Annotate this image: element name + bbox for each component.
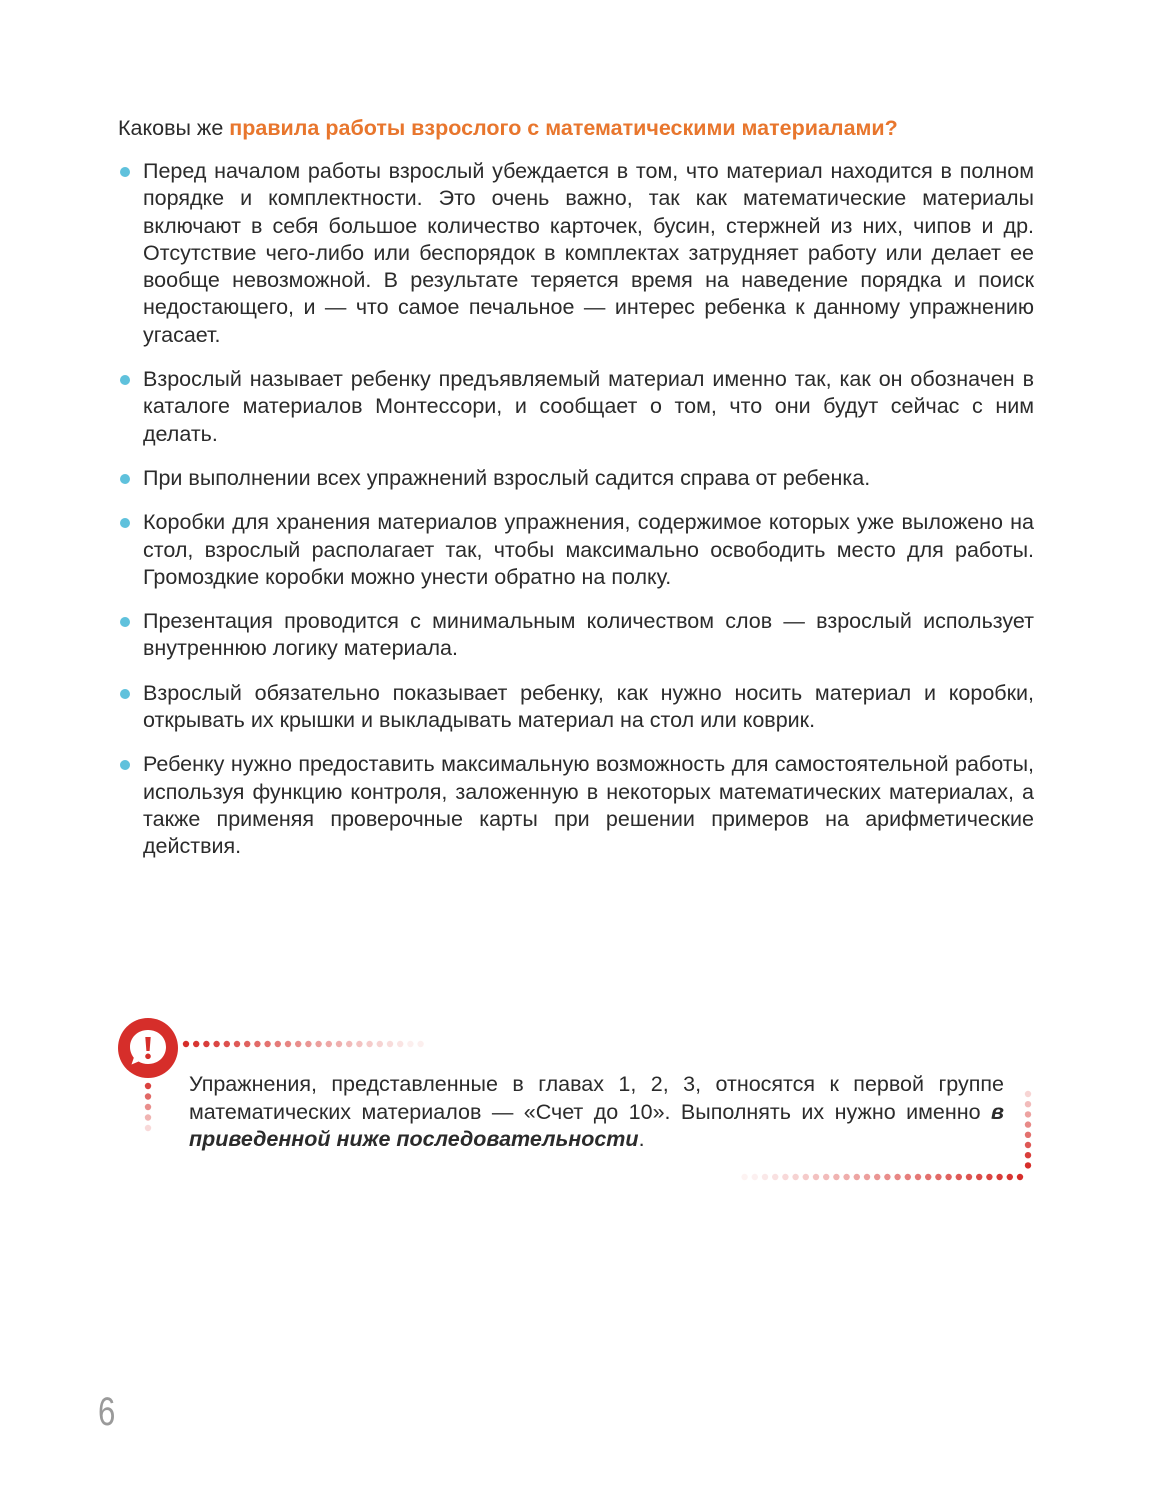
dot (772, 1174, 778, 1180)
dot (145, 1083, 151, 1089)
dot (366, 1041, 372, 1047)
rule-text: Ребенку нужно предоставить максимальную возможность для самостоятельной работы, используя функцию контроля, заложенную в некоторых математических материалах, а также применяя проверочные карты при решении примеров на арифметические действия. (143, 752, 1034, 859)
dot (1025, 1132, 1031, 1138)
dot (894, 1174, 900, 1180)
list-item (118, 158, 1034, 349)
note-body: Упражнения, представленные в главах 1, 2, 3, относятся к первой группе математических материалов — «Счет до 10». Выполнять их нужно именно (189, 1072, 1004, 1124)
dot (285, 1041, 291, 1047)
bullet-icon (120, 617, 130, 627)
dot (254, 1041, 260, 1047)
dot (193, 1041, 199, 1047)
dot (1017, 1174, 1023, 1180)
dot (145, 1104, 151, 1110)
intro-question (118, 112, 1038, 144)
left-dots (145, 1083, 151, 1131)
dot (244, 1041, 250, 1047)
rule-text: Коробки для хранения материалов упражнения, содержимое которых уже выложено на стол, взрослый располагает так, чтобы максимально освободить место для работы. Громоздкие коробки можно унести обратно на полку. (143, 510, 1034, 589)
rule-text: Презентация проводится с минимальным количеством слов — взрослый использует внутреннюю логику материала. (143, 609, 1034, 661)
dot (295, 1041, 301, 1047)
dot (387, 1041, 393, 1047)
dot (956, 1174, 962, 1180)
dot (377, 1041, 383, 1047)
dot (1025, 1091, 1031, 1097)
dot (1025, 1162, 1031, 1168)
dot (741, 1174, 747, 1180)
dot (356, 1041, 362, 1047)
bullet-icon (120, 474, 130, 484)
dot (224, 1041, 230, 1047)
rule-text: Взрослый обязательно показывает ребенку, как нужно носить материал и коробки, открывать их крышки и выкладывать материал на стол или коврик. (143, 680, 1034, 733)
dot (213, 1041, 219, 1047)
dot (145, 1125, 151, 1131)
dot (1025, 1152, 1031, 1158)
page-number: 6 (98, 1390, 116, 1434)
dot (803, 1174, 809, 1180)
list-item (118, 509, 1034, 591)
bullet-icon (120, 167, 130, 177)
list-item (118, 608, 1034, 663)
dot (986, 1174, 992, 1180)
bullet-icon (120, 518, 130, 528)
dot (833, 1174, 839, 1180)
note-end: . (638, 1127, 645, 1151)
exclamation-icon (118, 1018, 178, 1078)
bullet-icon (120, 375, 130, 385)
dot (346, 1041, 352, 1047)
dot (976, 1174, 982, 1180)
dot (792, 1174, 798, 1180)
rule-text: При выполнении всех упражнений взрослый садится справа от ребенка. (143, 465, 871, 490)
note-text (189, 1071, 1004, 1154)
dot (813, 1174, 819, 1180)
dot (145, 1114, 151, 1120)
dot (996, 1174, 1002, 1180)
rules-list (118, 158, 1034, 878)
dot (874, 1174, 880, 1180)
intro-highlight: правила работы взрослого с математическими материалами? (229, 116, 898, 140)
dot (1025, 1101, 1031, 1107)
rule-text: Взрослый называет ребенку предъявляемый материал именно так, как он обозначен в каталоге материалов Монтессори, и сообщает о том, что они будут сейчас с ним делать. (143, 367, 1034, 446)
dot (915, 1174, 921, 1180)
dot (417, 1041, 423, 1047)
list-item (118, 751, 1034, 860)
dot (925, 1174, 931, 1180)
dot (326, 1041, 332, 1047)
dot (823, 1174, 829, 1180)
dot (275, 1041, 281, 1047)
right-dots (1025, 1091, 1031, 1169)
dot (1007, 1174, 1013, 1180)
dot (407, 1041, 413, 1047)
dot (752, 1174, 758, 1180)
list-item (118, 680, 1034, 735)
dot (264, 1041, 270, 1047)
list-item (118, 465, 1034, 492)
dot (336, 1041, 342, 1047)
dot (966, 1174, 972, 1180)
dot (145, 1093, 151, 1099)
dot (1025, 1121, 1031, 1127)
dot (905, 1174, 911, 1180)
dot (1025, 1111, 1031, 1117)
list-item (118, 366, 1034, 448)
dot (884, 1174, 890, 1180)
dot (183, 1041, 189, 1047)
dot (864, 1174, 870, 1180)
dot (1025, 1142, 1031, 1148)
bullet-icon (120, 689, 130, 699)
dot (305, 1041, 311, 1047)
dot (203, 1041, 209, 1047)
dot (854, 1174, 860, 1180)
dot (315, 1041, 321, 1047)
dot (234, 1041, 240, 1047)
top-dots (183, 1041, 424, 1047)
rule-text: Перед началом работы взрослый убеждается в том, что материал находится в полном порядке и комплектности. Это очень важно, так как математические материалы включают в себя большое количество карточек, бусин, стержней из них, чипов и др. Отсутствие чего-либо или беспорядок в комплектах затрудняет работу или делает ее вообще невозможной. В результате теряется время на наведение порядка и поиск недостающего, и — что самое печальное — интерес ребенка к данному упражнению угасает. (143, 159, 1034, 347)
dot (397, 1041, 403, 1047)
intro-lead: Каковы же (118, 116, 230, 140)
dot (843, 1174, 849, 1180)
dot (945, 1174, 951, 1180)
note-emphasis: в приведенной ниже последовательности (189, 1099, 1004, 1151)
dot (935, 1174, 941, 1180)
dot (782, 1174, 788, 1180)
bottom-dots (741, 1174, 1023, 1180)
dot (762, 1174, 768, 1180)
bullet-icon (120, 760, 130, 770)
